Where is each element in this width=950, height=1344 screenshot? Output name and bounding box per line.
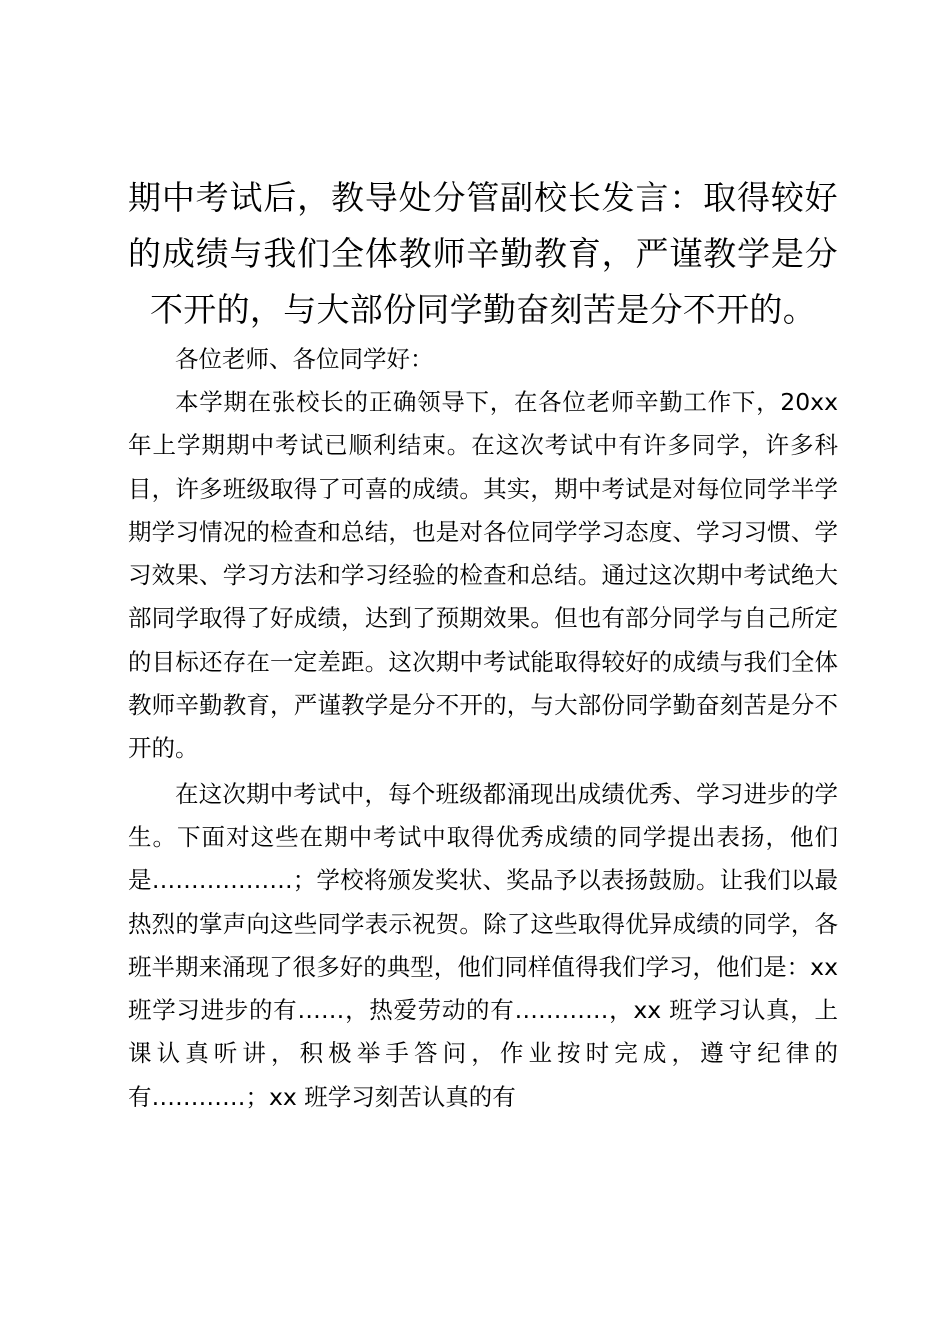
salutation: 各位老师、各位同学好：: [175, 345, 434, 373]
document-body: [128, 170, 838, 1119]
document-title: 期中考试后，教导处分管副校长发言：取得较好的成绩与我们全体教师辛勤教育，严谨教学是分不开的，与大部份同学勤奋刻苦是分不开的。: [128, 178, 838, 329]
paragraph-2: 在这次期中考试中，每个班级都涌现出成绩优秀、学习进步的学生。下面对这些在期中考试中取得优秀成绩的同学提出表扬，他们是………………；学校将颁发奖状、奖品予以表扬鼓励。让我们以最热烈的掌声向这些同学表示祝贺。除了这些取得优异成绩的同学，各班半期来涌现了很多好的典型，他们同样值得我们学习，他们是：xx 班学习进步的有……，热爱劳动的有…………，xx 班学习认真，上课认真听讲，积极举手答问，作业按时完成，遵守纪律的有…………；xx 班学习刻苦认真的有: [128, 779, 838, 1111]
paragraph-1: 本学期在张校长的正确领导下，在各位老师辛勤工作下，20xx 年上学期期中考试已顺利结束。在这次考试中有许多同学，许多科目，许多班级取得了可喜的成绩。其实，期中考试是对每位同学半学期学习情况的检查和总结，也是对各位同学学习态度、学习习惯、学习效果、学习方法和学习经验的检查和总结。通过这次期中考试绝大部同学取得了好成绩，达到了预期效果。但也有部分同学与自己所定的目标还存在一定差距。这次期中考试能取得较好的成绩与我们全体教师辛勤教育，严谨教学是分不开的，与大部份同学勤奋刻苦是分不开的。: [128, 388, 838, 763]
